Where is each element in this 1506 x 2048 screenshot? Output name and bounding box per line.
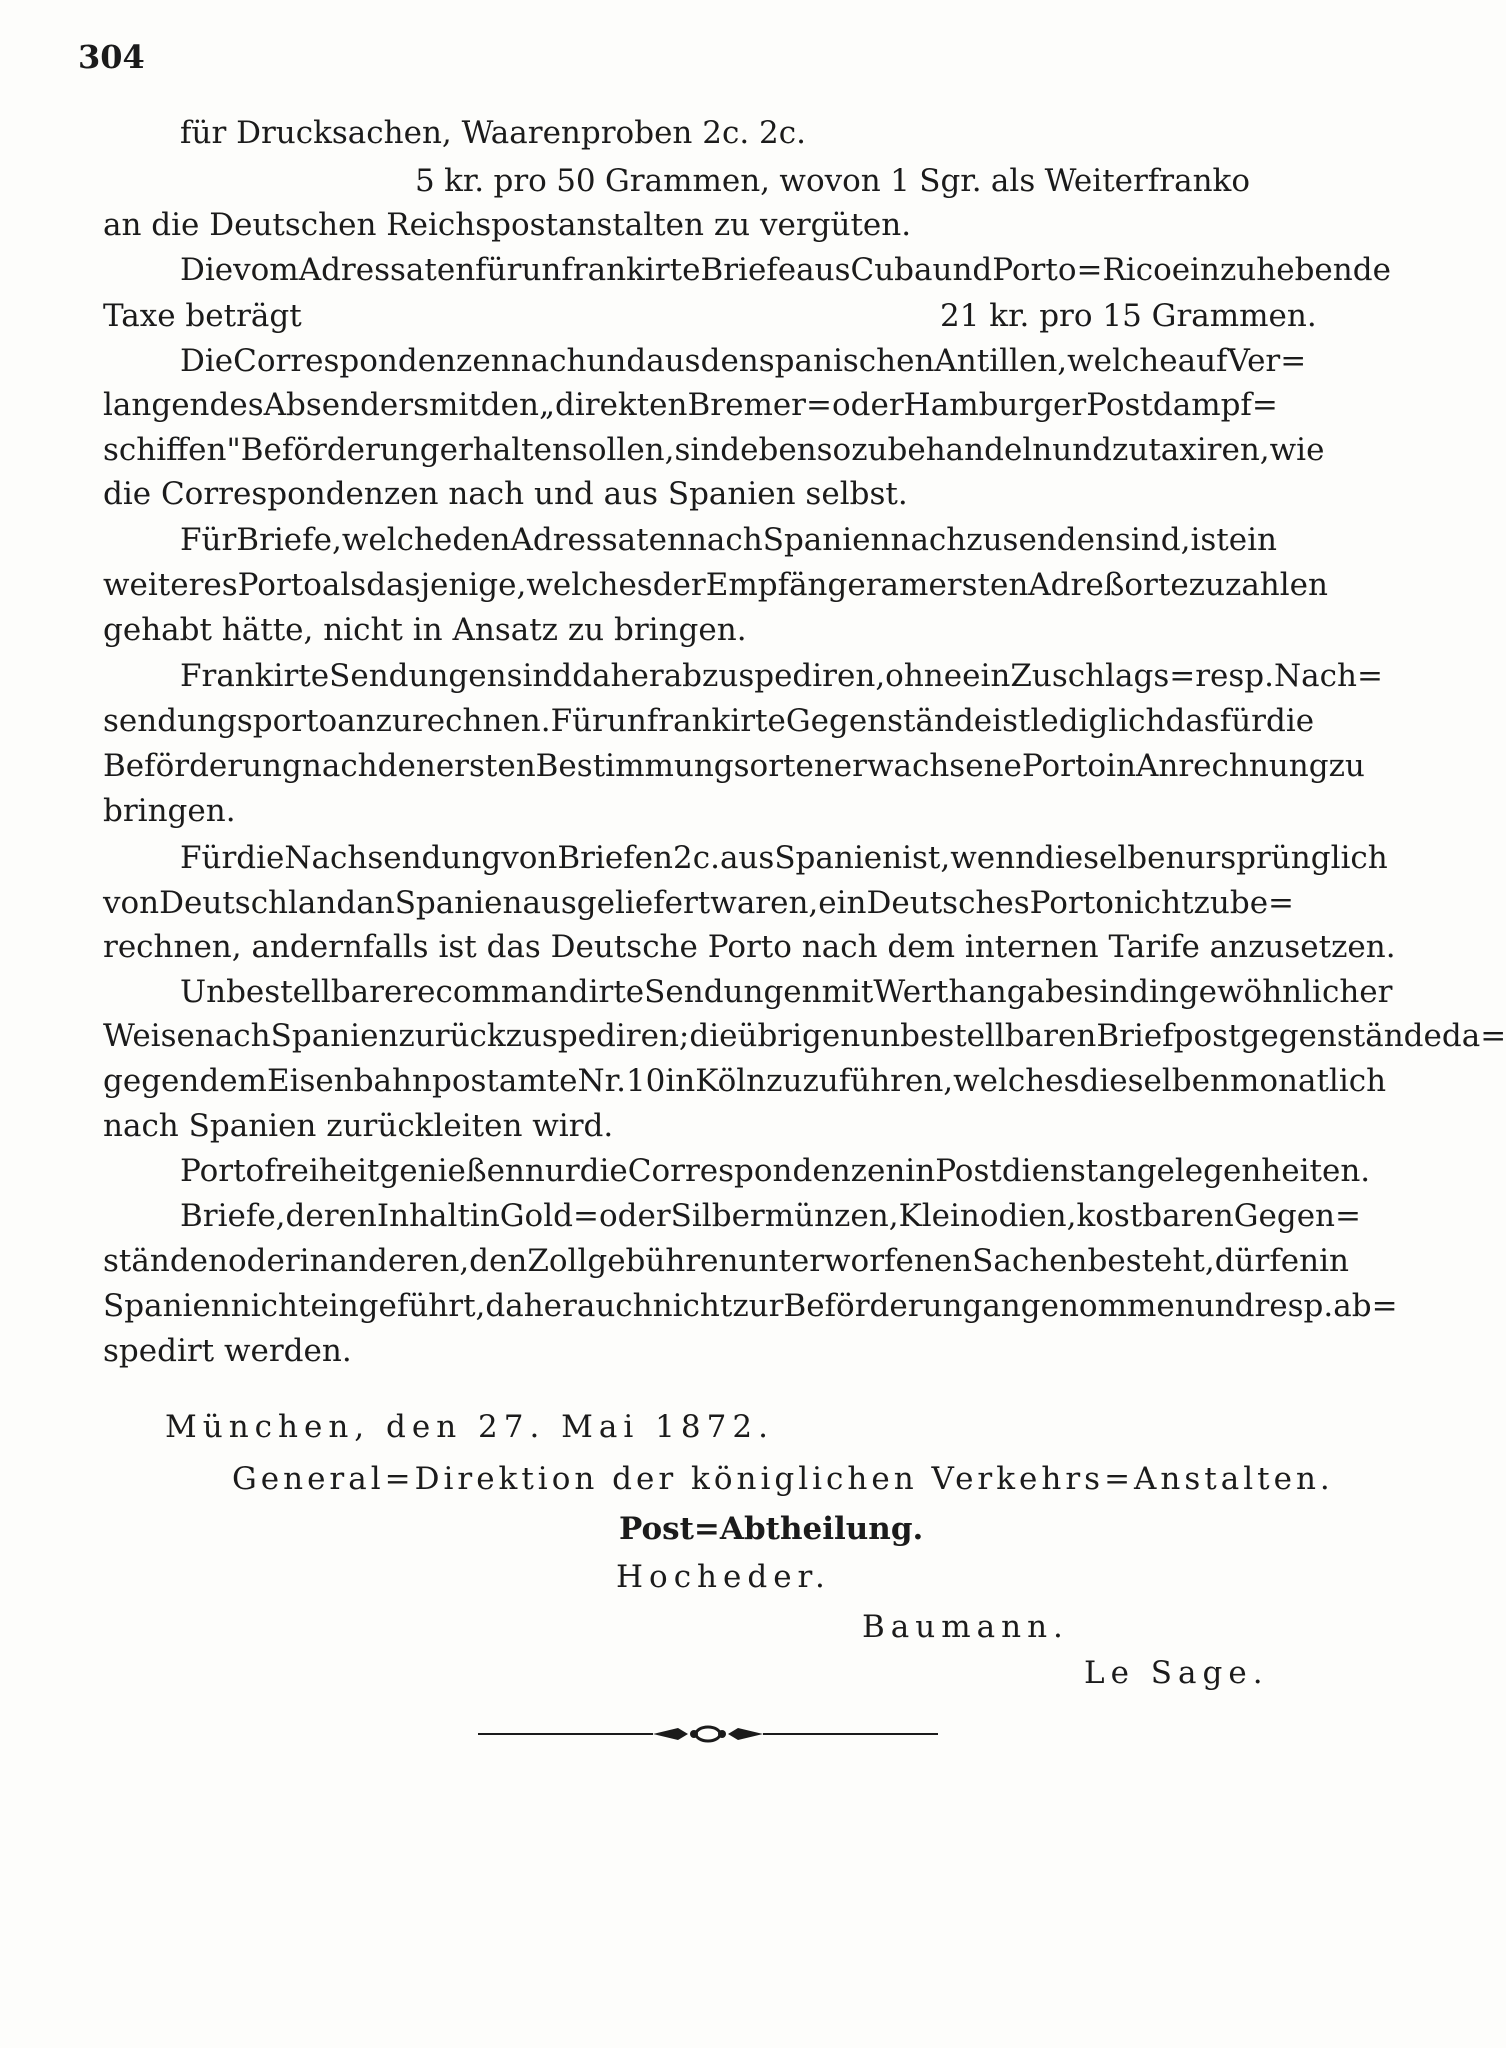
text-word: mit <box>821 974 874 1010</box>
text-word: Gold= <box>499 1198 599 1234</box>
text-word: ein <box>1228 522 1277 558</box>
text-word: nach <box>686 522 763 558</box>
text-line: gehabt hätte, nicht in Ansatz zu bringen. <box>103 612 747 648</box>
signature-le-sage: Le Sage. <box>1084 1655 1269 1691</box>
text-line <box>180 971 1393 1013</box>
text-word: Weise <box>103 1018 195 1054</box>
text-word: Ver= <box>1227 343 1307 379</box>
text-word: Sendungen <box>329 658 507 694</box>
text-word: dem <box>199 1063 267 1099</box>
text-word: schiffen" <box>103 432 241 468</box>
text-word: Eisenbahnpostamte <box>266 1063 578 1099</box>
text-word: Briefpostgegenstände <box>1096 1018 1442 1054</box>
text-line <box>103 1060 1387 1102</box>
text-word: welche <box>341 522 453 558</box>
text-word: Bestimmungsorten <box>535 748 834 784</box>
text-word: nur <box>524 1153 580 1189</box>
text-word: zu <box>851 432 888 468</box>
text-word: wenn <box>950 840 1036 876</box>
text-word: in <box>665 1063 696 1099</box>
text-word: Für <box>180 840 237 876</box>
text-word: zu <box>1193 885 1230 921</box>
text-word: Deutsches <box>866 885 1030 921</box>
text-word: einzuhebende <box>1171 252 1391 288</box>
text-word: Gegen= <box>1233 1198 1361 1234</box>
text-line <box>103 882 1295 924</box>
text-word: ein <box>818 885 867 921</box>
text-word: Gegenstände <box>785 703 993 739</box>
text-word: ohne <box>885 658 963 694</box>
text-word: dieselben <box>1079 1063 1230 1099</box>
text-word: unfrankirte <box>521 252 701 288</box>
text-word: wie <box>1269 432 1325 468</box>
text-word: da= <box>1441 1018 1506 1054</box>
text-word: Briefen <box>557 840 673 876</box>
text-word: Porto <box>1029 885 1114 921</box>
text-word: anderen, <box>329 1243 470 1279</box>
text-word: besteht, <box>1087 1243 1215 1279</box>
text-word: den <box>452 522 511 558</box>
text-word: daher <box>485 1288 577 1324</box>
text-word: aus <box>796 252 851 288</box>
text-word: nach <box>194 1018 271 1054</box>
text-word: zu <box>1188 567 1225 603</box>
text-line: bringen. <box>103 793 236 829</box>
text-word: oder <box>831 387 904 423</box>
text-line <box>103 1015 1506 1057</box>
text-word: zu <box>1328 748 1365 784</box>
text-word: nicht <box>652 1288 733 1324</box>
text-word: daher <box>572 658 664 694</box>
ornament-divider-icon <box>478 1720 938 1748</box>
text-word: Briefe, <box>236 522 342 558</box>
text-word: dürfen <box>1214 1243 1320 1279</box>
text-word: Weiterfranko <box>1044 163 1250 199</box>
text-word: sendungsporto <box>103 703 338 739</box>
text-word: auch <box>576 1288 653 1324</box>
text-word: Unbestellbare <box>180 974 403 1010</box>
text-word: genießen <box>379 1153 525 1189</box>
text-line <box>103 1285 1398 1327</box>
text-word: taxiren, <box>1148 432 1270 468</box>
text-word: 1 <box>890 163 910 199</box>
text-word: zu <box>1112 432 1149 468</box>
text-line: rechnen, andernfalls ist das Deutsche Porto nach dem internen Tarife anzusetzen. <box>103 929 1396 965</box>
text-word: das <box>1165 703 1220 739</box>
text-word: den <box>469 1243 528 1279</box>
text-word: die <box>1265 703 1315 739</box>
text-word: Sachen <box>972 1243 1088 1279</box>
text-word: behandeln <box>887 432 1053 468</box>
signature-baumann: Baumann. <box>862 1609 1069 1645</box>
text-word: Die <box>180 252 234 288</box>
text-word: Spanien <box>394 885 523 921</box>
text-word: Die <box>180 343 234 379</box>
text-word: Inhalt <box>376 1198 470 1234</box>
text-word: ausgeliefert <box>522 885 711 921</box>
text-word: 50 <box>556 163 596 199</box>
text-word: ist, <box>902 840 951 876</box>
text-word: nachzusenden <box>890 522 1115 558</box>
text-word: ein <box>962 658 1011 694</box>
text-word: Für <box>550 703 607 739</box>
text-word: 2c. <box>673 840 720 876</box>
text-word: mit <box>429 387 481 423</box>
text-word: ersten <box>435 748 536 784</box>
text-word: resp. <box>1254 1288 1334 1324</box>
text-word: die <box>689 1018 738 1054</box>
text-word: Briefe <box>700 252 797 288</box>
text-word: und <box>586 343 647 379</box>
text-line <box>180 1195 1361 1237</box>
text-word: als <box>321 567 367 603</box>
text-line: 21 kr. pro 15 Grammen. <box>940 298 1317 334</box>
text-word: Spanien <box>774 840 903 876</box>
text-line <box>180 655 1383 697</box>
text-word: nach <box>510 343 587 379</box>
text-word: sind, <box>1114 522 1191 558</box>
text-word: dasjenige, <box>366 567 527 603</box>
text-word: in <box>299 1243 330 1279</box>
text-word: erwachsene <box>833 748 1022 784</box>
text-word: kostbaren <box>1076 1198 1234 1234</box>
text-line <box>180 249 1391 291</box>
text-line <box>103 1240 1349 1282</box>
text-word: oder <box>598 1198 671 1234</box>
text-word: zuzuführen, <box>766 1063 954 1099</box>
text-word: zahlen <box>1224 567 1328 603</box>
text-word: den <box>480 387 539 423</box>
text-word: ist <box>1190 522 1229 558</box>
text-word: ebenso <box>740 432 852 468</box>
text-word: an <box>356 885 395 921</box>
text-word: Beförderung <box>103 748 302 784</box>
text-word: eingeführt, <box>310 1288 486 1324</box>
text-word: Deutschland <box>159 885 357 921</box>
text-word: recommandirte <box>402 974 645 1010</box>
text-line: an die Deutschen Reichspostanstalten zu vergüten. <box>103 207 912 243</box>
text-word: ist <box>992 703 1031 739</box>
text-word: gegen <box>103 1063 200 1099</box>
text-word: resp. <box>1195 658 1275 694</box>
text-word: Sendungen <box>644 974 822 1010</box>
text-word: für <box>1219 703 1266 739</box>
text-word: Postdampf= <box>1086 387 1278 423</box>
text-line <box>103 700 1315 742</box>
text-word: Werthangabe <box>873 974 1084 1010</box>
text-word: nach <box>301 748 378 784</box>
text-word: ständen <box>103 1243 228 1279</box>
text-word: angenommen <box>982 1288 1195 1324</box>
text-word: Nr. <box>577 1063 626 1099</box>
text-word: in <box>469 1198 500 1234</box>
text-word: Porto <box>1021 748 1107 784</box>
text-word: der <box>652 567 706 603</box>
text-word: übrigen <box>737 1018 861 1054</box>
text-word: Adreßorte <box>1028 567 1189 603</box>
text-word: Cuba <box>850 252 933 288</box>
text-word: und <box>932 252 993 288</box>
text-line <box>180 837 1388 879</box>
text-word: nicht <box>230 1288 311 1324</box>
text-word: „direkten <box>538 387 688 423</box>
text-word: Frankirte <box>180 658 330 694</box>
text-word: Porto=Rico <box>992 252 1172 288</box>
text-word: von <box>103 885 160 921</box>
text-word: Empfänger <box>705 567 881 603</box>
text-word: Porto <box>237 567 322 603</box>
text-word: Correspondenzen <box>233 343 511 379</box>
text-word: die <box>579 1153 628 1189</box>
text-word: langen <box>103 387 210 423</box>
text-word: Antillen, <box>934 343 1068 379</box>
text-line: Taxe beträgt <box>103 298 302 334</box>
text-word: aus <box>646 343 701 379</box>
text-word: in <box>905 1153 936 1189</box>
text-word: sind <box>674 432 741 468</box>
text-word: ursprünglich <box>1185 840 1388 876</box>
text-word: Sgr. <box>919 163 982 199</box>
text-word: Zuschlags= <box>1010 658 1196 694</box>
text-word: Absenders <box>263 387 430 423</box>
text-word: welche <box>1067 343 1178 379</box>
text-word: die <box>236 840 285 876</box>
text-word: in <box>1148 974 1179 1010</box>
text-word: be= <box>1229 885 1295 921</box>
text-word: sind <box>1083 974 1149 1010</box>
text-word: als <box>990 163 1036 199</box>
text-word: sind <box>506 658 573 694</box>
text-line <box>180 340 1307 382</box>
text-word: Spanien <box>762 522 891 558</box>
text-word: aus <box>719 840 775 876</box>
text-word: den <box>700 343 759 379</box>
department-name: Post=Abtheilung. <box>619 1511 924 1547</box>
text-line <box>103 384 1278 426</box>
text-word: des <box>209 387 264 423</box>
text-line: nach Spanien zurückleiten wird. <box>103 1108 614 1144</box>
text-word: Grammen, <box>605 163 771 199</box>
text-word: gewöhnlicher <box>1178 974 1393 1010</box>
text-word: weiteres <box>103 567 238 603</box>
text-line: spedirt werden. <box>103 1333 352 1369</box>
text-word: Correspondenzen <box>627 1153 906 1189</box>
text-word: für <box>475 252 522 288</box>
text-word: Spanien <box>103 1288 231 1324</box>
text-word: Adressaten <box>298 252 476 288</box>
place-date: München, den 27. Mai 1872. <box>165 1409 774 1445</box>
text-word: Nachsendung <box>284 840 502 876</box>
text-word: anzurechnen. <box>337 703 551 739</box>
text-line: für Drucksachen, Waarenproben 2c. 2c. <box>180 115 806 151</box>
text-word: Für <box>180 522 237 558</box>
text-word: abzuspediren, <box>663 658 886 694</box>
institution-name: General=Direktion der königlichen Verkehrs=Anstalten. <box>232 1461 1334 1497</box>
text-word: in <box>1319 1243 1349 1279</box>
text-word: Hamburger <box>903 387 1087 423</box>
text-word: sollen, <box>571 432 675 468</box>
text-word: Nach= <box>1274 658 1383 694</box>
text-word: Postdienstangelegenheiten. <box>935 1153 1371 1189</box>
text-word: ersten <box>928 567 1029 603</box>
text-word: Bremer= <box>687 387 832 423</box>
text-word: Zollgebühren <box>527 1243 739 1279</box>
text-word: monatlich <box>1229 1063 1387 1099</box>
text-word: in <box>1106 748 1136 784</box>
text-word: welches <box>526 567 653 603</box>
text-word: Portofreiheit <box>180 1153 380 1189</box>
text-word: erhalten <box>439 432 572 468</box>
text-word: den <box>377 748 436 784</box>
text-word: spanischen <box>758 343 935 379</box>
text-word: dieselben <box>1035 840 1186 876</box>
text-word: welches <box>953 1063 1080 1099</box>
text-word: unfrankirte <box>606 703 786 739</box>
text-word: und <box>1194 1288 1255 1324</box>
text-word: auf <box>1177 343 1228 379</box>
text-word: Beförderung <box>240 432 440 468</box>
text-word: unbestellbaren <box>860 1018 1097 1054</box>
text-word: Spanien <box>270 1018 399 1054</box>
text-line <box>180 1150 1371 1192</box>
text-word: wovon <box>779 163 881 199</box>
text-word: deren <box>285 1198 377 1234</box>
text-word: Silbermünzen, <box>670 1198 899 1234</box>
text-word: kr. <box>444 163 485 199</box>
page-number: 304 <box>78 38 145 76</box>
text-line <box>103 564 1328 606</box>
text-word: Köln <box>695 1063 767 1099</box>
signature-hocheder: Hocheder. <box>616 1559 831 1595</box>
text-line <box>103 745 1365 787</box>
text-word: Anrechnung <box>1135 748 1329 784</box>
text-word: waren, <box>710 885 819 921</box>
text-word: Beförderung <box>783 1288 983 1324</box>
text-word: am <box>880 567 929 603</box>
text-word: pro <box>493 163 547 199</box>
text-word: von <box>501 840 558 876</box>
text-line: die Correspondenzen nach und aus Spanien selbst. <box>103 476 908 512</box>
text-line <box>415 160 1250 202</box>
text-word: nicht <box>1113 885 1194 921</box>
text-word: ab= <box>1333 1288 1398 1324</box>
text-line <box>180 519 1275 561</box>
text-word: Adressaten <box>510 522 687 558</box>
text-line <box>103 429 1325 471</box>
text-word: 10 <box>625 1063 666 1099</box>
text-word: lediglich <box>1030 703 1166 739</box>
text-word: zur <box>732 1288 784 1324</box>
text-word: zurückzuspediren; <box>398 1018 690 1054</box>
text-word: unterworfenen <box>738 1243 973 1279</box>
text-word: und <box>1052 432 1112 468</box>
text-word: vom <box>233 252 299 288</box>
text-word: oder <box>227 1243 300 1279</box>
text-word: 5 <box>415 163 435 199</box>
text-word: Kleinodien, <box>898 1198 1077 1234</box>
text-word: Briefe, <box>180 1198 286 1234</box>
